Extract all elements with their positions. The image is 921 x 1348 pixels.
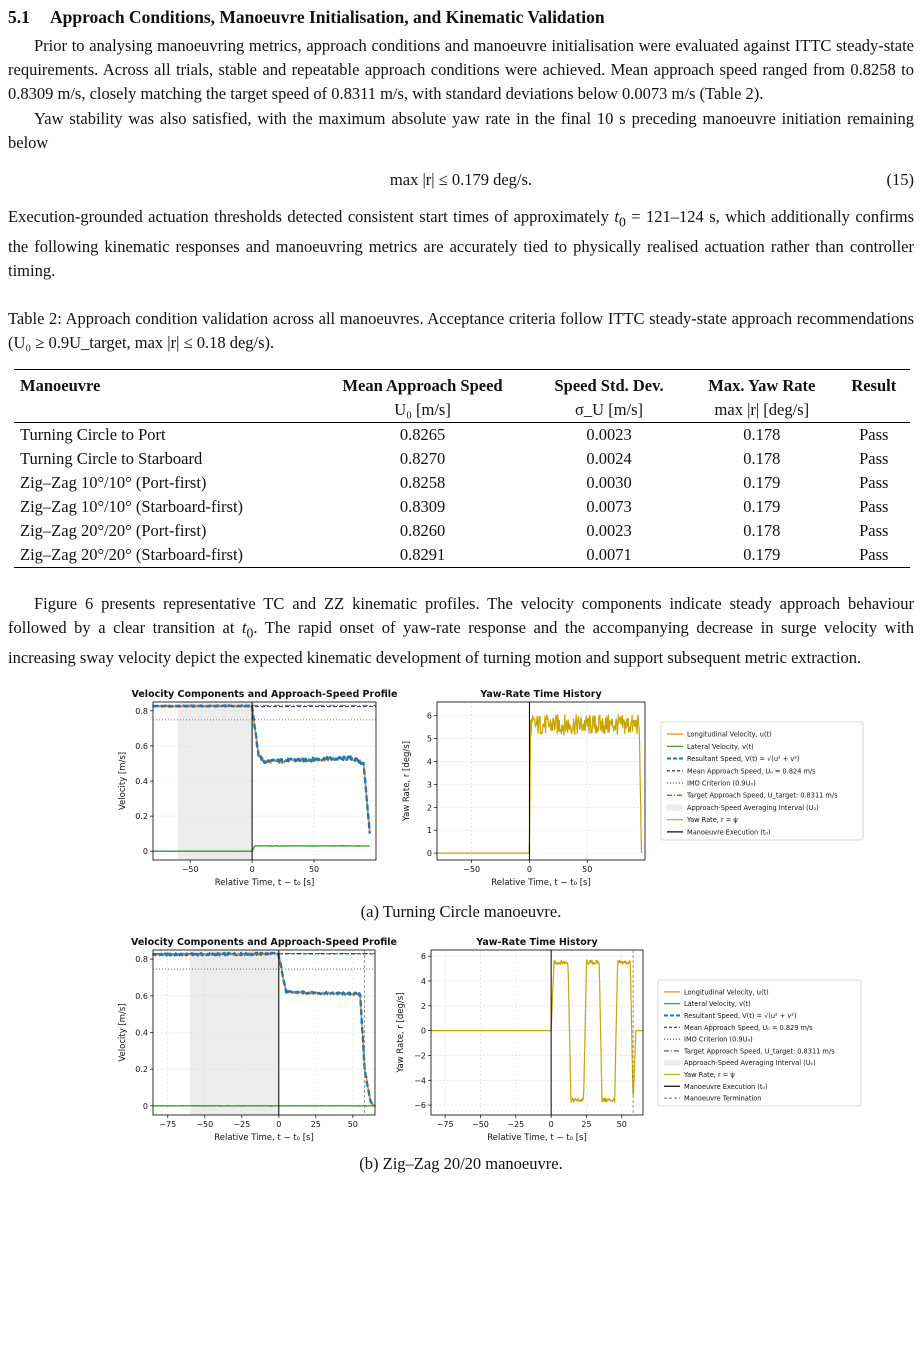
paragraph-4-a: Figure 6 presents representative TC and ZZ kinematic profiles. The velocity components indicate steady approach behaviour followed by a clear transition at xyxy=(8,593,914,638)
table-cell: Zig–Zag 20°/20° (Port-first) xyxy=(20,520,207,540)
y-tick-label: 0.8 xyxy=(135,706,148,716)
table-caption-criteria: U₀ ≥ 0.9U_target, max |r| ≤ 0.18 deg/s xyxy=(13,332,265,352)
table-cell: 0.8291 xyxy=(313,543,532,568)
y-tick-label: −2 xyxy=(414,1051,426,1061)
x-tick-label: 0 xyxy=(526,864,532,874)
table-header: Mean Approach Speed xyxy=(313,369,532,398)
legend-label: Manoeuvre Execution (t₀) xyxy=(687,828,771,837)
table-cell: 0.0073 xyxy=(586,496,632,516)
table-cell: Pass xyxy=(859,496,889,516)
section-heading xyxy=(8,6,914,28)
figure-zz-svg xyxy=(8,930,914,1152)
chart-title: Yaw-Rate Time History xyxy=(480,688,602,700)
y-tick-label: 0.6 xyxy=(135,741,148,751)
table-row xyxy=(14,447,910,471)
y-tick-label: 1 xyxy=(426,826,432,836)
x-tick-label: −25 xyxy=(233,1119,251,1129)
y-tick-label: 6 xyxy=(426,711,432,721)
series-line xyxy=(431,960,643,1102)
table-cell: 0.0071 xyxy=(532,543,686,568)
y-tick-label: 0 xyxy=(420,1026,426,1036)
paragraph-3: Execution-grounded actuation thresholds detected consistent start times of approximately $t_0 = 121-124$ s, which additionally confirms the following kinematic responses and manoeuvring metrics are accurately tied to physically realised actuation rather than controller timing. xyxy=(8,207,914,280)
table-cell: 0.8260 xyxy=(399,520,446,540)
t0-symbol: t xyxy=(614,207,619,227)
table-cell: 0.8309 xyxy=(399,496,446,516)
x-axis-label: Relative Time, t − t₀ [s] xyxy=(214,877,315,888)
paragraph-2: Yaw stability was also satisfied, with the maximum absolute yaw rate in the final 10 s preceding manoeuvre initiation remaining below xyxy=(8,108,914,152)
table-cell: Zig–Zag 20°/20° (Starboard-first) xyxy=(14,543,313,568)
x-tick-label: −50 xyxy=(196,1119,214,1129)
x-axis-label: Relative Time, t − t₀ [s] xyxy=(491,877,591,888)
chart-panel xyxy=(402,689,645,888)
series-line xyxy=(153,1105,375,1106)
y-tick-label: 0 xyxy=(142,847,148,857)
table-subheader xyxy=(838,398,910,423)
figure-zz-caption: (b) Zig–Zag 20/20 manoeuvre. xyxy=(359,1153,563,1173)
y-tick-label: 0.2 xyxy=(135,1064,148,1074)
table-cell: 0.178 xyxy=(743,520,781,540)
y-tick-label: 3 xyxy=(426,780,432,790)
table-cell: Pass xyxy=(859,448,889,468)
plot-frame xyxy=(431,950,643,1115)
x-tick-label: 25 xyxy=(581,1119,592,1129)
chart-legend xyxy=(658,980,861,1106)
table-cell: 0.8258 xyxy=(399,472,446,492)
y-tick-label: 4 xyxy=(426,757,432,767)
chart-panel xyxy=(396,937,643,1143)
table-cell: Turning Circle to Port xyxy=(20,424,166,444)
y-tick-label: 0.4 xyxy=(135,1028,148,1038)
table-caption xyxy=(8,307,914,355)
legend-label: IMO Criterion (0.9U₀) xyxy=(684,1035,753,1044)
y-tick-label: 2 xyxy=(420,1001,426,1011)
table-row xyxy=(14,495,910,519)
table-row xyxy=(14,519,910,543)
chart-legend xyxy=(661,722,863,840)
y-tick-label: 0 xyxy=(426,848,432,858)
table-cell: 0.8265 xyxy=(399,424,446,444)
x-tick-label: 50 xyxy=(616,1119,627,1129)
table-subheader-row xyxy=(14,398,910,423)
table-cell: 0.0023 xyxy=(586,520,632,540)
legend-label: Yaw Rate, r = ψ̇ xyxy=(684,1070,735,1079)
x-tick-label: −50 xyxy=(181,864,199,874)
y-tick-label: 0.8 xyxy=(135,954,148,964)
legend-label: Resultant Speed, V(t) = √(u² + v²) xyxy=(684,1011,797,1020)
table-header: Max. Yaw Rate xyxy=(686,369,837,398)
x-axis-label: Relative Time, t − t₀ [s] xyxy=(487,1132,587,1143)
legend-label: Approach-Speed Averaging Interval (U₀) xyxy=(684,1059,816,1068)
legend-label: Lateral Velocity, v(t) xyxy=(684,1000,751,1009)
table-cell: Pass xyxy=(838,543,910,568)
chart-panel xyxy=(118,937,397,1143)
table-subheader: max |r| [deg/s] xyxy=(686,398,837,423)
legend-label: Approach-Speed Averaging Interval (U₀) xyxy=(687,803,819,812)
table-cell: Pass xyxy=(859,472,889,492)
legend-label: Target Approach Speed, U_target: 0.8311 m/s xyxy=(687,791,838,800)
approach-table xyxy=(14,369,910,568)
legend-label: Longitudinal Velocity, u(t) xyxy=(684,988,769,997)
table-cell: 0.178 xyxy=(743,448,781,468)
legend-label: Mean Approach Speed, U₀ = 0.829 m/s xyxy=(684,1023,813,1032)
chart-title: Yaw-Rate Time History xyxy=(476,936,598,948)
table-cell: 0.0024 xyxy=(586,448,632,468)
section-number: 5.1 xyxy=(8,7,30,27)
y-axis-label: Yaw Rate, r [deg/s] xyxy=(402,740,412,821)
figure-tc xyxy=(8,682,914,900)
table-caption-a: Table 2: Approach condition validation across all manoeuvres. Acceptance criteria follow ITTC steady-state approach recommendations ( xyxy=(8,308,914,352)
legend-label: Manoeuvre Execution (t₀) xyxy=(684,1082,768,1091)
table-caption-b: ). xyxy=(264,332,275,352)
y-tick-label: 0 xyxy=(142,1101,148,1111)
x-tick-label: −75 xyxy=(159,1119,177,1129)
t0-symbol: t xyxy=(241,618,247,638)
figure-tc-svg xyxy=(8,682,914,900)
table-row xyxy=(14,422,910,447)
y-tick-label: 0.4 xyxy=(135,776,148,786)
paragraph-4-b: . The rapid onset of yaw-rate response and the accompanying decrease in surge velocity with increasing sway velocity depict the expected kinematic development of turning motion and support subsequent metric extraction. xyxy=(8,618,914,667)
table-cell: 0.0023 xyxy=(586,424,632,444)
legend-label: Lateral Velocity, v(t) xyxy=(687,742,754,751)
table-cell: Zig–Zag 10°/10° (Starboard-first) xyxy=(20,496,244,516)
legend-label: Longitudinal Velocity, u(t) xyxy=(687,730,772,739)
table-cell: 0.179 xyxy=(743,496,781,516)
equation-15 xyxy=(8,155,914,205)
legend-label: Yaw Rate, r = ψ̇ xyxy=(687,815,738,824)
table-cell: 0.179 xyxy=(686,543,837,568)
table-header: Speed Std. Dev. xyxy=(532,369,686,398)
figure-zz xyxy=(8,930,914,1152)
chart-title: Velocity Components and Approach-Speed Profile xyxy=(131,688,398,700)
y-tick-label: −4 xyxy=(414,1076,426,1086)
equation-math: max |r| ≤ 0.179 deg/s. xyxy=(389,170,533,190)
x-tick-label: 50 xyxy=(582,864,593,874)
paragraph-4: Figure 6 presents representative TC and ZZ kinematic profiles. The velocity components indicate steady approach behaviour followed by a clear transition at $t_0$. The rapid onset of yaw-rate response and the accompanying decrease in surge velocity with increasing sway velocity depict the expected kinematic development of turning motion and support subsequent metric extraction. xyxy=(8,593,914,667)
table-subheader: σ_U [m/s] xyxy=(532,398,686,423)
x-tick-label: 0 xyxy=(276,1119,282,1129)
x-tick-label: 0 xyxy=(249,864,255,874)
x-tick-label: −75 xyxy=(436,1119,454,1129)
table-row xyxy=(14,471,910,495)
legend-label: Mean Approach Speed, U₀ = 0.824 m/s xyxy=(687,767,816,776)
table-cell: 0.179 xyxy=(743,472,781,492)
x-tick-label: −50 xyxy=(463,864,481,874)
table-cell: 0.178 xyxy=(743,424,781,444)
paragraph-3-b: = 121–124 s, which additionally confirms the following kinematic responses and manoeuvring metrics are accurately tied to physically realised actuation rather than controller timing. xyxy=(8,207,914,280)
figure-tc-caption: (a) Turning Circle manoeuvre. xyxy=(360,901,562,921)
paragraph-3-a: Execution-grounded actuation thresholds detected consistent start times of approximately xyxy=(8,207,615,227)
chart-title: Velocity Components and Approach-Speed Profile xyxy=(131,936,397,948)
section-title: Approach Conditions, Manoeuvre Initialisation, and Kinematic Validation xyxy=(50,7,605,27)
x-tick-label: 50 xyxy=(347,1119,358,1129)
x-tick-label: 0 xyxy=(548,1119,554,1129)
legend-label: Target Approach Speed, U_target: 0.8311 m/s xyxy=(684,1047,835,1056)
table-cell: Pass xyxy=(859,424,889,444)
y-axis-label: Velocity [m/s] xyxy=(118,751,128,810)
table-subheader: U₀ [m/s] xyxy=(313,398,532,423)
table-header-row xyxy=(14,369,910,398)
x-tick-label: 50 xyxy=(308,864,320,874)
y-axis-label: Velocity [m/s] xyxy=(118,1003,128,1062)
y-tick-label: 6 xyxy=(420,952,426,962)
y-tick-label: 5 xyxy=(426,734,432,744)
equation-number: (15) xyxy=(886,170,914,190)
y-axis-label: Yaw Rate, r [deg/s] xyxy=(396,992,406,1073)
table-subheader xyxy=(14,398,313,423)
legend-label: Resultant Speed, V(t) = √(u² + v²) xyxy=(687,754,800,763)
table-cell: Pass xyxy=(859,520,889,540)
series-line xyxy=(437,715,642,853)
x-tick-label: −50 xyxy=(472,1119,489,1129)
legend-label: IMO Criterion (0.9U₀) xyxy=(687,779,756,788)
table-cell: 0.8270 xyxy=(399,448,446,468)
table-cell: Turning Circle to Starboard xyxy=(20,448,203,468)
y-tick-label: 2 xyxy=(426,803,432,813)
y-tick-label: 0.6 xyxy=(135,991,148,1001)
x-tick-label: −25 xyxy=(507,1119,525,1129)
x-tick-label: 25 xyxy=(310,1119,321,1129)
paragraph-1: Prior to analysing manoeuvring metrics, approach conditions and manoeuvre initialisation were evaluated against ITTC steady-state requirements. Across all trials, stable and repeatable approach conditions were achieved. Mean approach speed ranged from 0.8258 to 0.8309 m/s, closely matching the target speed of 0.8311 m/s, with standard deviations below 0.0073 m/s (Table 2). xyxy=(8,36,914,104)
y-tick-label: 4 xyxy=(420,976,426,986)
table-header: Result xyxy=(838,369,910,398)
paper-page xyxy=(8,0,914,1176)
table-header: Manoeuvre xyxy=(14,369,313,398)
table-row xyxy=(14,543,910,568)
y-tick-label: 0.2 xyxy=(135,811,148,821)
legend-label: Manoeuvre Termination xyxy=(684,1094,762,1103)
y-tick-label: −6 xyxy=(414,1100,426,1110)
chart-panel xyxy=(118,689,397,888)
table-cell: Zig–Zag 10°/10° (Port-first) xyxy=(20,472,207,492)
x-axis-label: Relative Time, t − t₀ [s] xyxy=(214,1132,314,1143)
table-cell: 0.0030 xyxy=(586,472,632,492)
